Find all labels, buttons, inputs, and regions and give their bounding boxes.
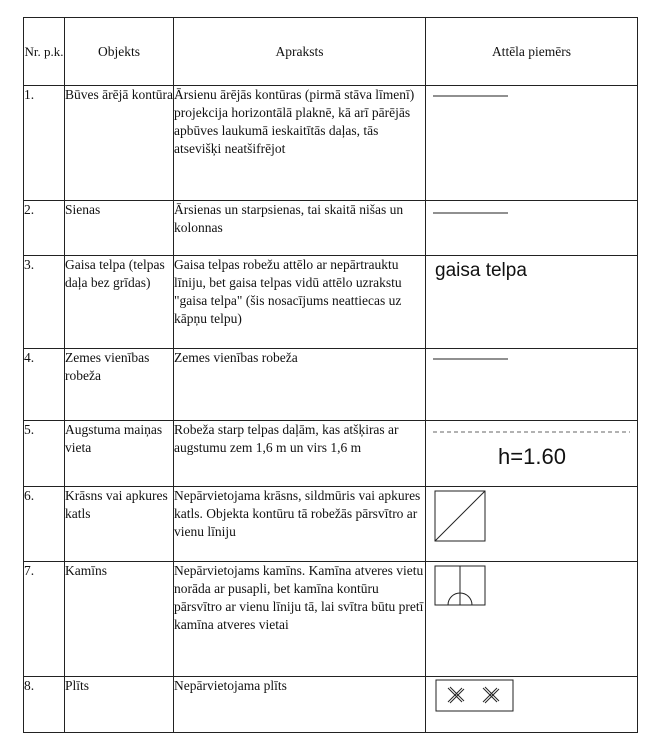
table-row [24, 201, 638, 256]
row-object: Zemes vienības robeža [65, 349, 174, 421]
row-object: Plīts [65, 677, 174, 733]
row-description: Nepārvietojams kamīns. Kamīna atveres vietu norāda ar pusapli, bet kamīna kontūru pārsvītro ar vienu līniju tā, lai svītra būtu pretī kamīna atveres vietai [174, 562, 426, 677]
row-description: Robeža starp telpas daļām, kas atšķiras ar augstumu zem 1,6 m un virs 1,6 m [174, 421, 426, 487]
stove-icon [426, 677, 638, 733]
table-row [24, 349, 638, 421]
row-example [426, 201, 638, 256]
row-number: 6. [24, 487, 65, 562]
table-row [24, 487, 638, 562]
row-number: 4. [24, 349, 65, 421]
row-number: 1. [24, 86, 65, 201]
row-object: Krāsns vai apkures katls [65, 487, 174, 562]
row-object: Augstuma maiņas vieta [65, 421, 174, 487]
table-row [24, 562, 638, 677]
table-row [24, 677, 638, 733]
solid-line-icon [426, 86, 638, 201]
row-description: Nepārvietojama plīts [174, 677, 426, 733]
solid-line-icon [426, 201, 638, 256]
row-object: Būves ārējā kontūra [65, 86, 174, 201]
air-space-label: gaisa telpa [435, 260, 527, 281]
row-example [426, 677, 638, 733]
header-objekts: Objekts [65, 18, 174, 86]
header-nr: Nr. p.k. [24, 18, 65, 86]
table-row [24, 256, 638, 349]
height-label: h=1.60 [498, 444, 566, 469]
row-number: 3. [24, 256, 65, 349]
fireplace-icon [426, 562, 638, 677]
row-description: Ārsienu ārējās kontūras (pirmā stāva līmenī) projekcija horizontālā plaknē, kā arī pārējās apbūves laukumā ieskaitītās daļas, tās atsevišķi neatšifrējot [174, 86, 426, 201]
table-row [24, 421, 638, 487]
row-object: Sienas [65, 201, 174, 256]
header-example: Attēla piemērs [426, 18, 638, 86]
table-row [24, 86, 638, 201]
row-description: Gaisa telpas robežu attēlo ar nepārtrauktu līniju, bet gaisa telpas vidū attēlo uzrakstu "gaisa telpa" (šis nosacījums neattiecas uz kāpņu telpu) [174, 256, 426, 349]
square-diagonal-icon [426, 487, 638, 562]
header-row [24, 18, 638, 86]
row-description: Zemes vienības robeža [174, 349, 426, 421]
row-example [426, 562, 638, 677]
row-example [426, 349, 638, 421]
row-example [426, 256, 638, 349]
row-number: 8. [24, 677, 65, 733]
row-number: 2. [24, 201, 65, 256]
row-example [426, 487, 638, 562]
legend-table [23, 17, 638, 733]
row-example [426, 421, 638, 487]
row-object: Kamīns [65, 562, 174, 677]
solid-line-icon [426, 349, 638, 421]
row-number: 7. [24, 562, 65, 677]
row-object: Gaisa telpa (telpas daļa bez grīdas) [65, 256, 174, 349]
row-number: 5. [24, 421, 65, 487]
row-example [426, 86, 638, 201]
row-description: Nepārvietojama krāsns, sildmūris vai apkures katls. Objekta kontūru tā robežās pārsvītro ar vienu līniju [174, 487, 426, 562]
row-description: Ārsienas un starpsienas, tai skaitā nišas un kolonnas [174, 201, 426, 256]
header-apraksts: Apraksts [174, 18, 426, 86]
